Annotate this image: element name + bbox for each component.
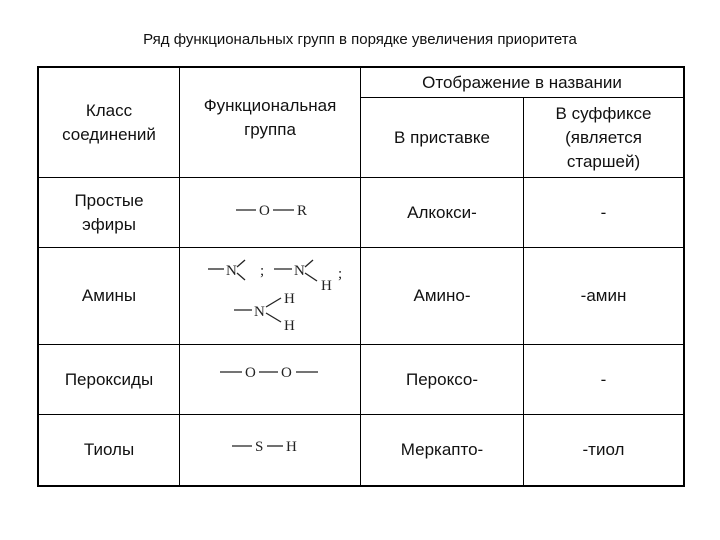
header-naming: Отображение в названии — [422, 72, 622, 92]
row-amines-prefix: Амино- — [413, 286, 471, 305]
functional-groups-table — [37, 66, 685, 487]
thiol-formula — [180, 415, 360, 485]
page-title: Ряд функциональных групп в порядке увеличения приоритета — [143, 31, 577, 48]
row-peroxides-class: Пероксиды — [64, 369, 154, 389]
header-suffix: В суффиксе (является старшей) — [555, 103, 652, 171]
row-thiols-class: Тиолы — [83, 440, 135, 459]
formula-h-atom: H — [284, 318, 295, 334]
formula-n-atom: N — [226, 263, 237, 279]
header-group: Функциональная группа — [203, 95, 337, 139]
formula-o-atom: O — [259, 203, 270, 219]
row-thiols-prefix: Меркапто- — [400, 440, 484, 459]
formula-separator: ; — [260, 263, 265, 279]
row-thiols-suffix: -тиол — [582, 440, 625, 459]
row-ethers-class: Простые эфиры — [74, 190, 144, 234]
formula-o-atom: O — [245, 365, 256, 381]
header-prefix: В приставке — [394, 127, 490, 147]
formula-s-atom: S — [255, 439, 264, 455]
formula-h-atom: H — [321, 278, 332, 294]
formula-r-group: R — [297, 203, 308, 219]
formula-o-atom: O — [281, 365, 292, 381]
row-amines-class: Амины — [81, 286, 137, 305]
formula-h-atom: H — [286, 439, 297, 455]
row-amines-suffix: -амин — [580, 286, 627, 305]
row-peroxides-suffix: - — [600, 369, 607, 389]
ether-formula — [180, 178, 360, 247]
peroxide-formula — [180, 345, 360, 414]
formula-n-atom: N — [254, 304, 265, 320]
amine-formula — [180, 248, 360, 344]
row-ethers-suffix: - — [600, 202, 607, 222]
formula-n-atom: N — [294, 263, 305, 279]
header-class: Класс соединений — [62, 100, 156, 144]
formula-h-atom: H — [284, 291, 295, 307]
formula-separator: ; — [338, 266, 343, 282]
row-peroxides-prefix: Пероксо- — [405, 369, 479, 389]
row-ethers-prefix: Алкокси- — [407, 202, 477, 222]
